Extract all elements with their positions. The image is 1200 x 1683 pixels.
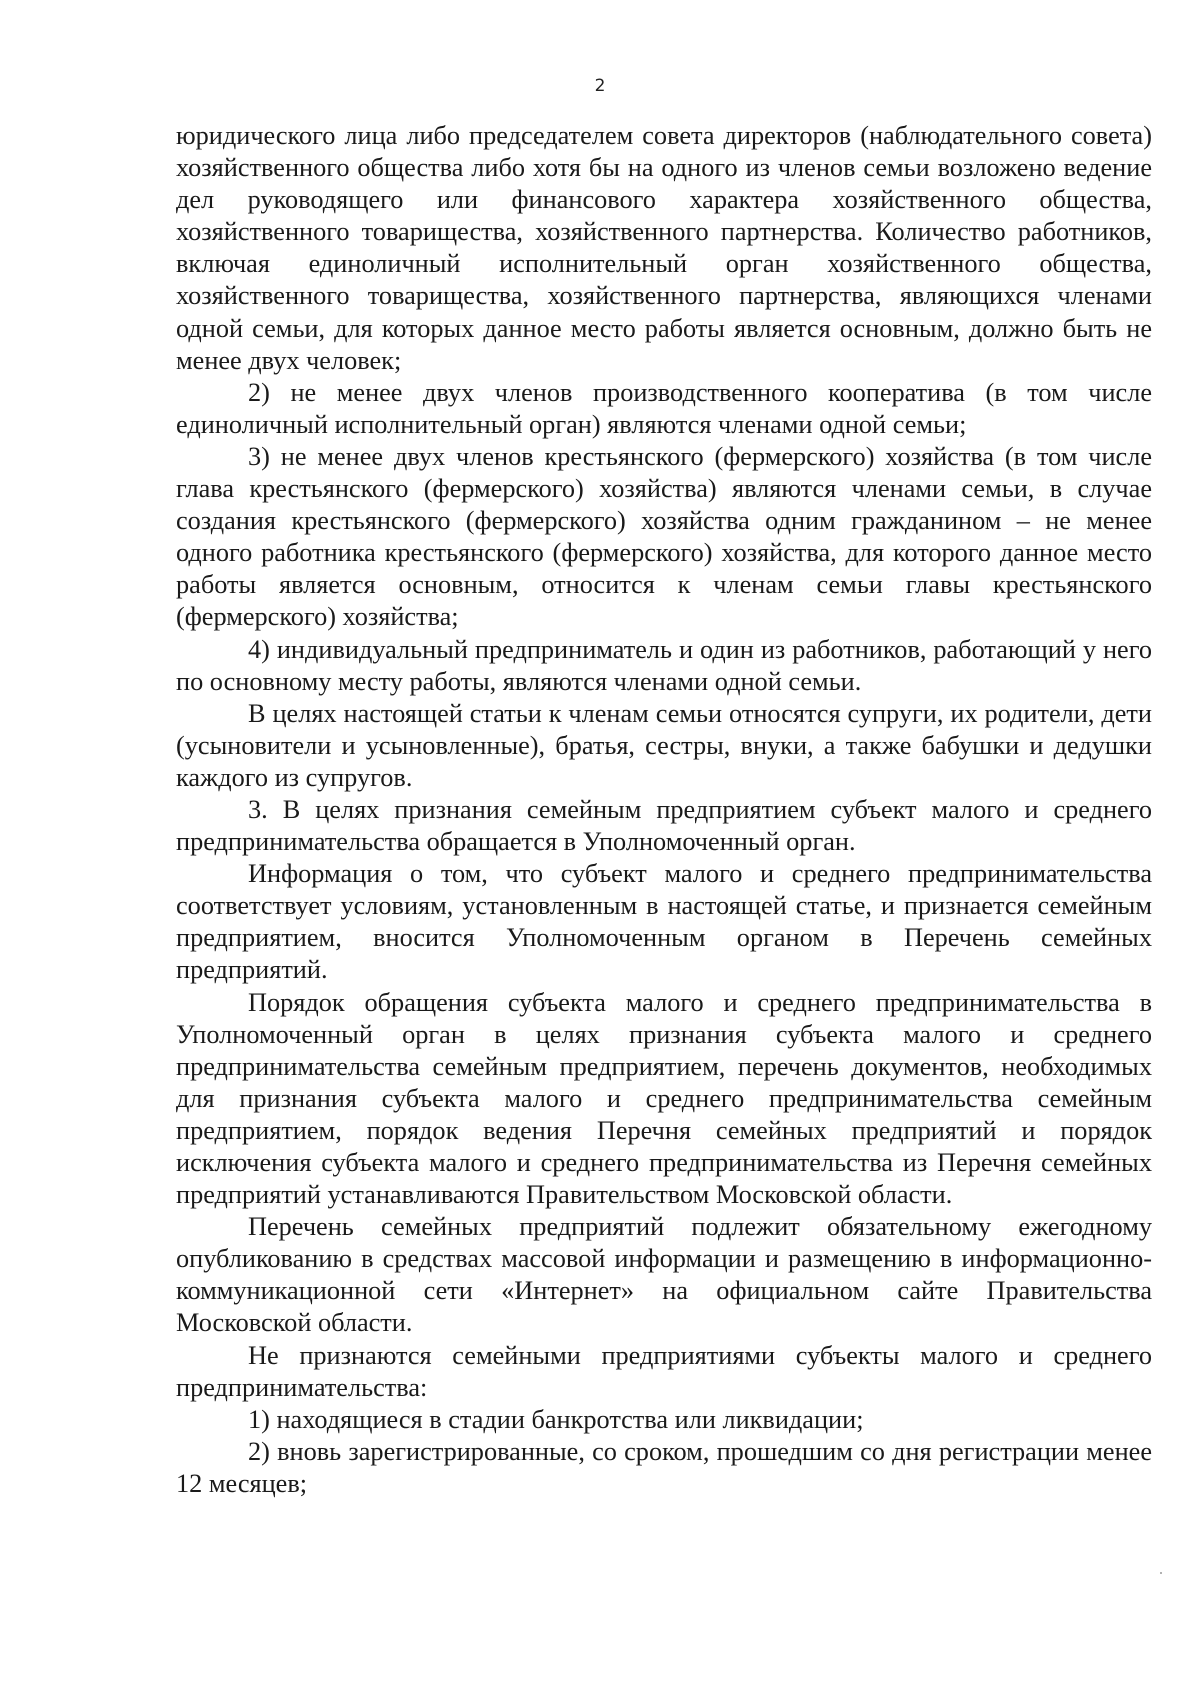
paragraph-procedure: Порядок обращения субъекта малого и среднего предпринимательства в Уполномоченный орган в целях признания субъекта малого и среднего предпринимательства семейным предприятием, перечень документов, необходимых для признания субъекта малого и среднего предпринимательства семейным предприятием, порядок ведения Перечня семейных предприятий и порядок исключения субъекта малого и среднего предпринимательства из Перечня семейных предприятий устанавливаются Правительством Московской области.	[176, 987, 1152, 1210]
paragraph-exclusion-2: 2) вновь зарегистрированные, со сроком, прошедшим со дня регистрации менее 12 месяцев;	[176, 1436, 1152, 1498]
paragraph-information: Информация о том, что субъект малого и среднего предпринимательства соответствует условиям, установленным в настоящей статье, и признается семейным предприятием, вносится Уполномоченным органом в Перечень семейных предприятий.	[176, 859, 1152, 985]
paragraph-item-2: 2) не менее двух членов производственного кооператива (в том числе единоличный исполнительный орган) являются членами одной семьи;	[176, 377, 1152, 439]
paragraph-continuation: юридического лица либо председателем совета директоров (наблюдательного совета) хозяйственного общества либо хотя бы на одного из членов семьи возложено ведение дел руководящего или финансового характера хозяйственного общества, хозяйственного товарищества, хозяйственного партнерства. Количество работников, включая единоличный исполнительный орган хозяйственного общества, хозяйственного товарищества, хозяйственного партнерства, являющихся членами одной семьи, для которых данное место работы является основным, должно быть не менее двух человек;	[176, 121, 1152, 375]
paragraph-item-3: 3) не менее двух членов крестьянского (фермерского) хозяйства (в том числе глава крестьянского (фермерского) хозяйства) являются членами семьи, в случае создания крестьянского (фермерского) хозяйства одним гражданином – не менее одного работника крестьянского (фермерского) хозяйства, для которого данное место работы является основным, относится к членам семьи главы крестьянского (фермерского) хозяйства;	[176, 441, 1152, 632]
paragraph-exclusion-1: 1) находящиеся в стадии банкротства или ликвидации;	[248, 1404, 864, 1434]
paragraph-publication: Перечень семейных предприятий подлежит обязательному ежегодному опубликованию в средствах массовой информации и размещению в информационно-коммуникационной сети «Интернет» на официальном сайте Правительства Московской области.	[176, 1212, 1152, 1338]
paragraph-family-definition: В целях настоящей статьи к членам семьи относятся супруги, их родители, дети (усыновители и усыновленные), братья, сестры, внуки, а также бабушки и дедушки каждого из супругов.	[176, 698, 1152, 792]
document-body	[176, 120, 1152, 1500]
paragraph-exclusions: Не признаются семейными предприятиями субъекты малого и среднего предпринимательства:	[176, 1340, 1152, 1402]
paragraph-section-3: 3. В целях признания семейным предприятием субъект малого и среднего предпринимательства обращается в Уполномоченный орган.	[176, 794, 1152, 857]
paragraph-item-4: 4) индивидуальный предприниматель и один из работников, работающий у него по основному месту работы, являются членами одной семьи.	[176, 634, 1152, 696]
page-number: 2	[594, 76, 606, 96]
scan-speck	[1160, 1572, 1162, 1574]
